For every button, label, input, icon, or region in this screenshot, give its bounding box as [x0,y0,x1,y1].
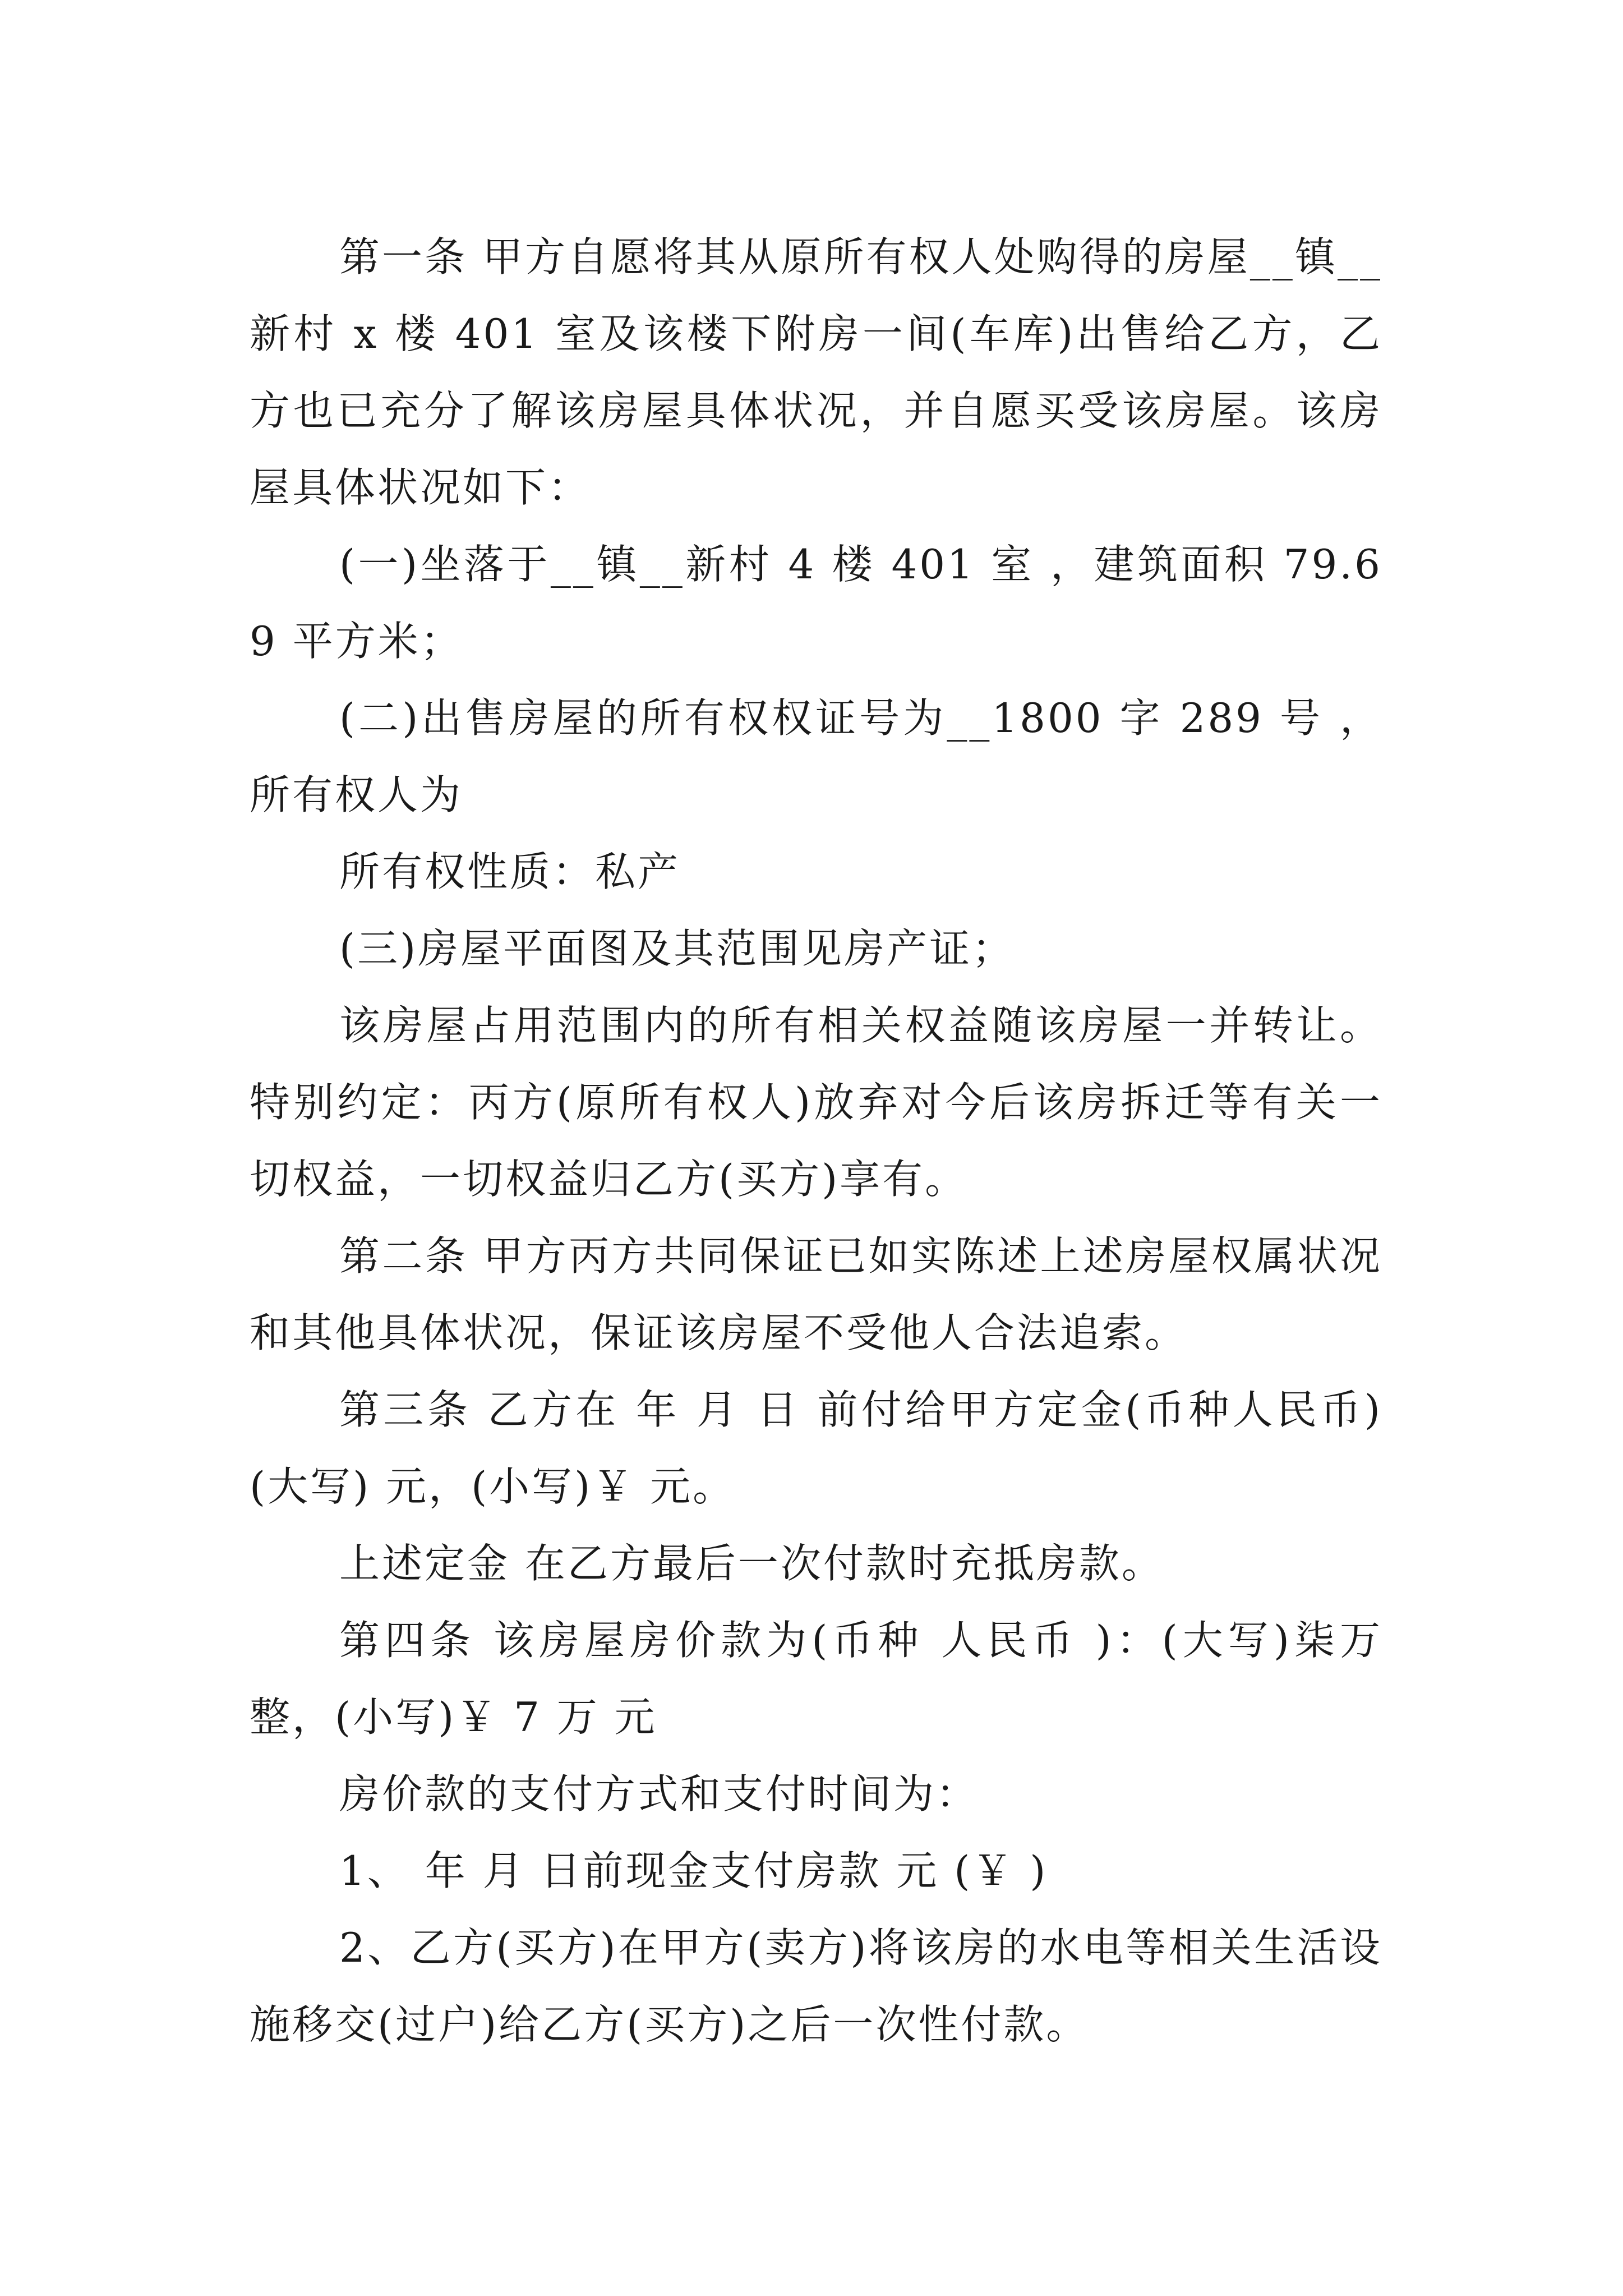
paragraph-article-2: 第二条 甲方丙方共同保证已如实陈述上述房屋权属状况和其他具体状况，保证该房屋不受他人合法追索。 [250,1232,1382,1356]
paragraph-item-1-location: (一)坐落于__镇__新村 4 楼 401 室 ，建筑面积 79.69 平方米； [250,541,1382,665]
document-body [250,219,1382,2063]
paragraph-item-2-certificate: (二)出售房屋的所有权权证号为__1800 字 289 号 ，所有权人为 [250,694,1382,818]
paragraph-article-3: 第三条 乙方在 年 月 日 前付给甲方定金(币种人民币)(大写) 元，(小写)￥ 元。 [250,1386,1382,1510]
paragraph-ownership-nature: 所有权性质：私产 [339,848,681,895]
paragraph-article-1: 第一条 甲方自愿将其从原所有权人处购得的房屋__镇__新村 x 楼 401 室及该楼下附房一间(车库)出售给乙方，乙方也已充分了解该房屋具体状况，并自愿买受该房屋。该房屋具体状况如下： [250,233,1382,511]
paragraph-deposit-offset: 上述定金 在乙方最后一次付款时充抵房款。 [339,1540,1164,1587]
paragraph-article-4: 第四条 该房屋房价款为(币种 人民币 )：(大写)柒万整，(小写)￥ 7 万 元 [250,1617,1382,1741]
paragraph-payment-item-2: 2、乙方(买方)在甲方(卖方)将该房的水电等相关生活设施移交(过户)给乙方(买方)之后一次性付款。 [250,1924,1382,2048]
paragraph-item-3-floor-plan: (三)房屋平面图及其范围见房产证； [339,925,1015,972]
paragraph-rights-transfer: 该房屋占用范围内的所有相关权益随该房屋一并转让。特别约定：丙方(原所有权人)放弃对今后该房拆迁等有关一切权益，一切权益归乙方(买方)享有。 [250,1002,1382,1203]
paragraph-payment-method-heading: 房价款的支付方式和支付时间为： [339,1770,979,1818]
paragraph-payment-item-1: 1、 年 月 日前现金支付房款 元 (￥ ) [339,1847,1048,1894]
